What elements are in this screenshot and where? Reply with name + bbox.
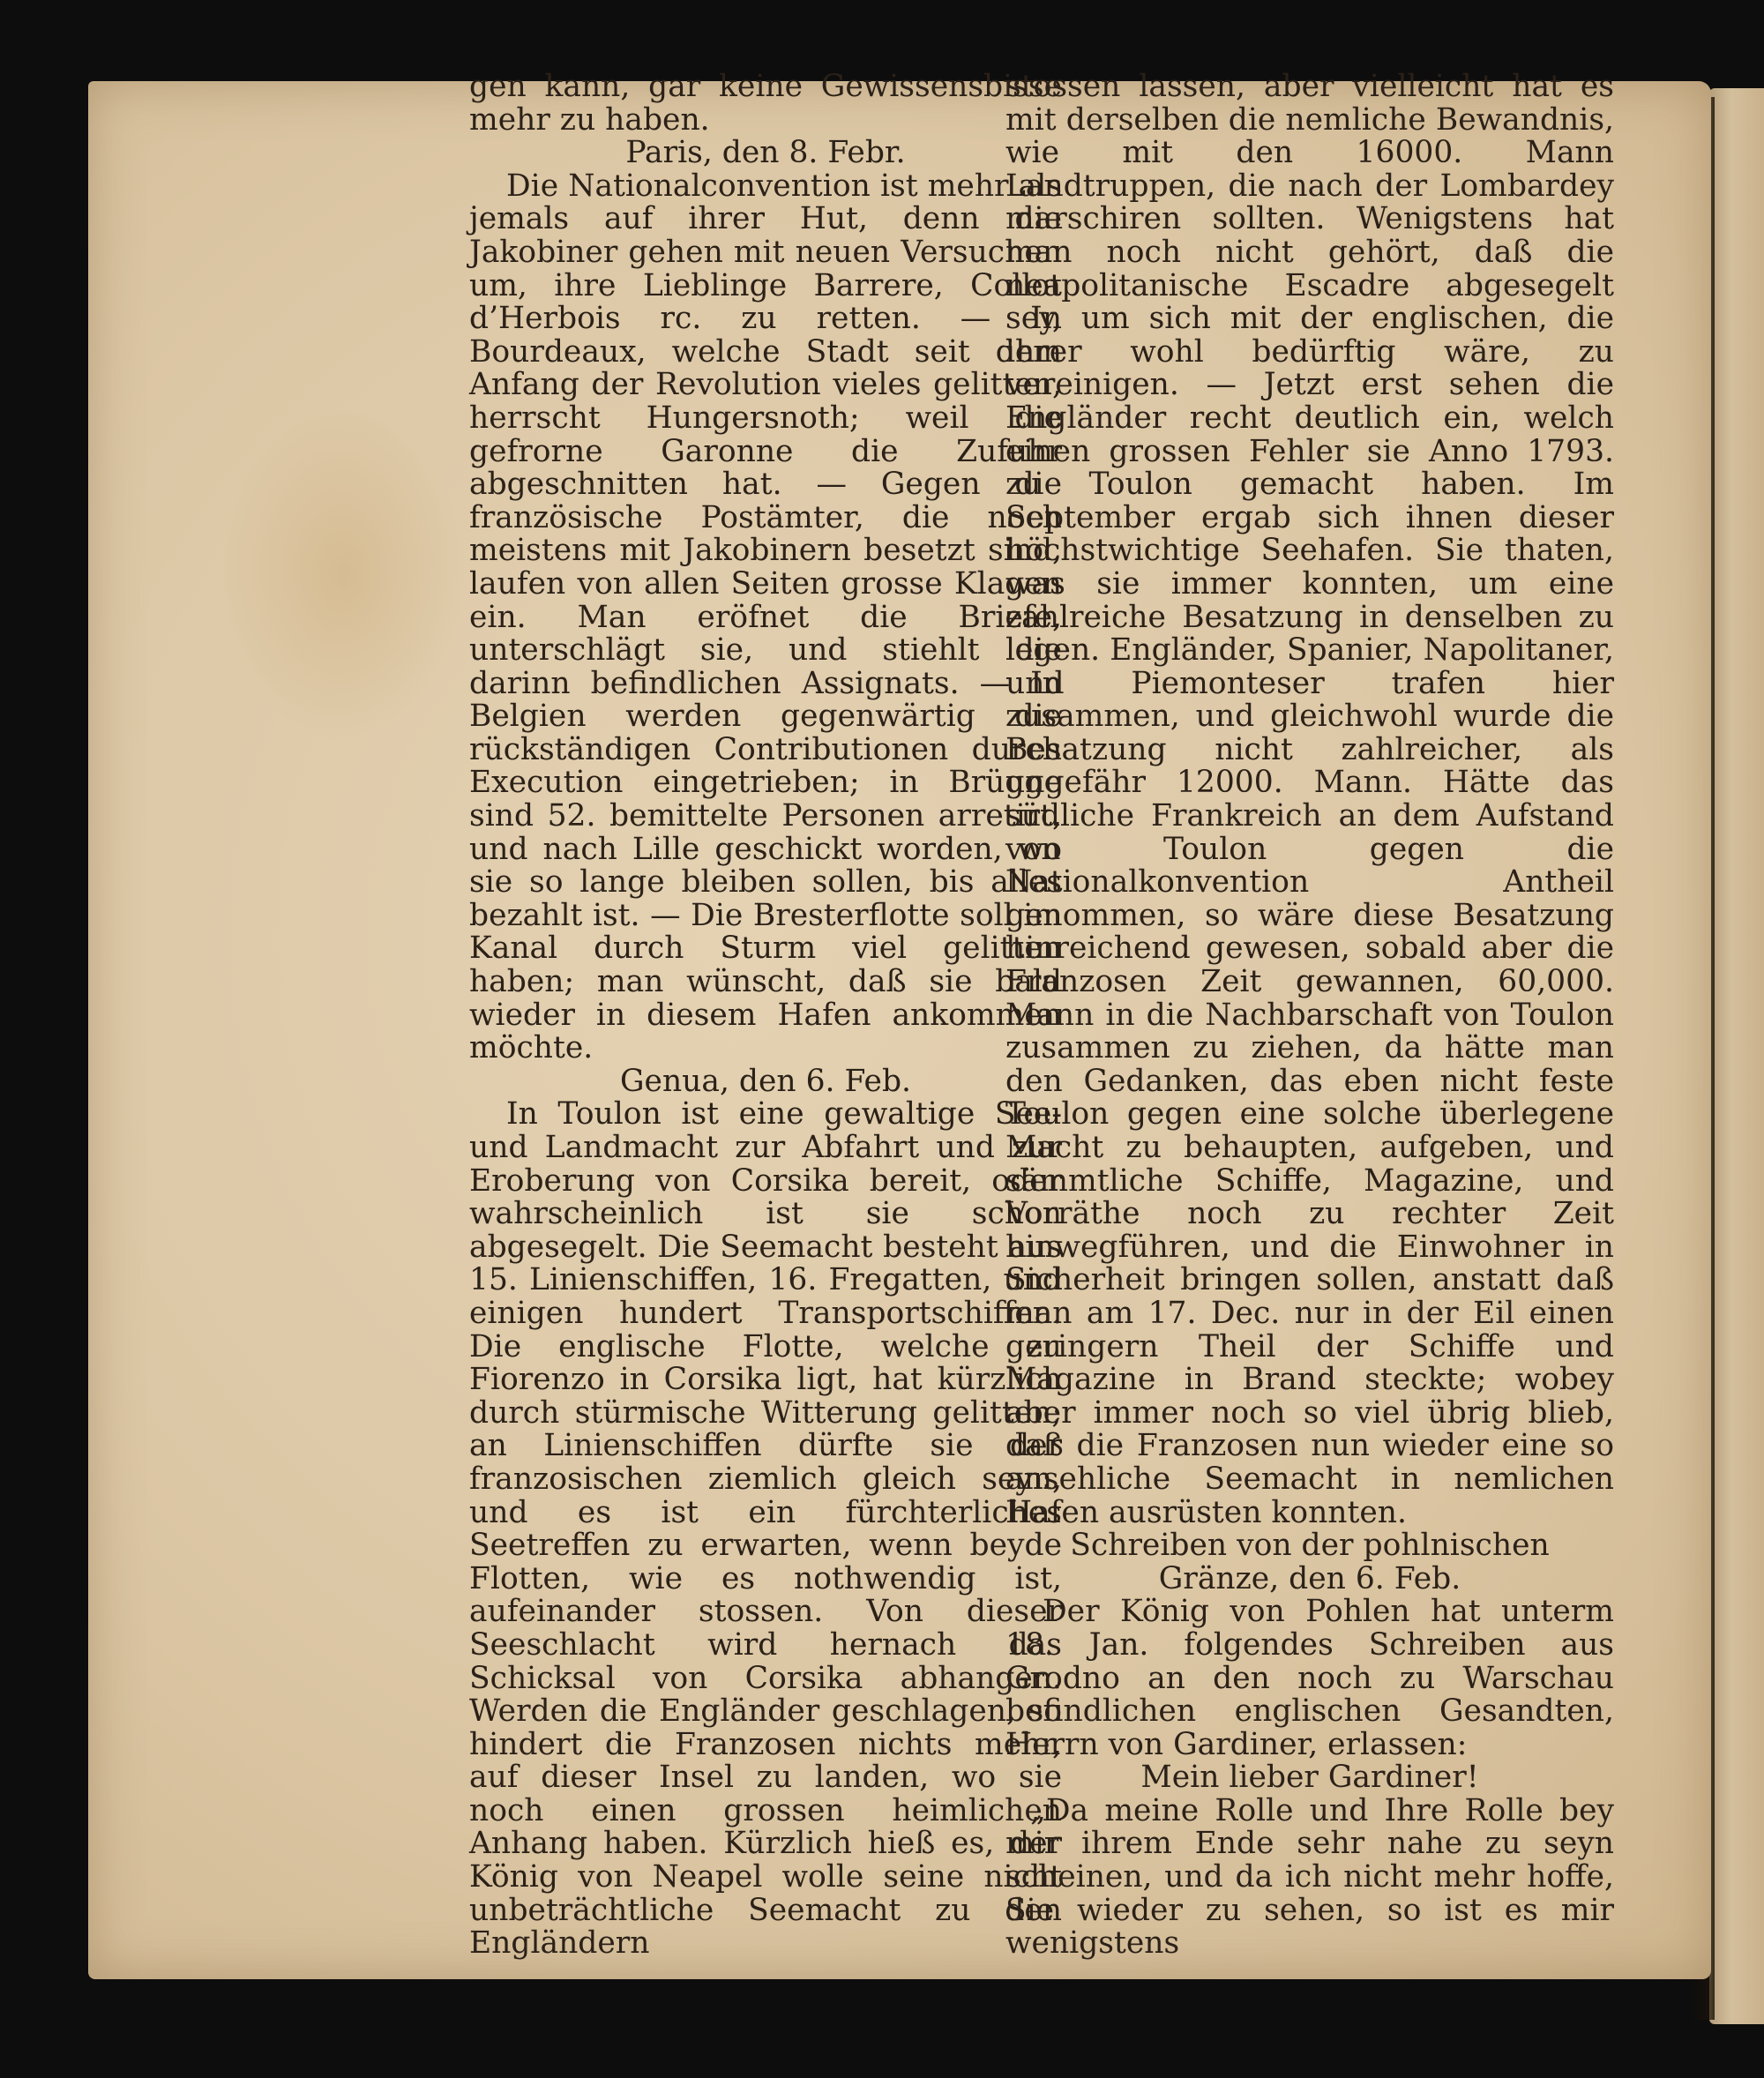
letter-text: „Da meine Rolle und Ihre Rolle bey mir ihrem Ende sehr nahe zu seyn scheinen, und da ich nicht mehr hoffe, Sie wieder zu sehen, so ist es mir wenigstens: [1005, 1792, 1614, 1962]
article-paris: Die Nationalconvention ist mehr als jemals auf ihrer Hut, denn die Jakobiner gehen mit neuen Versuchen um, ihre Lieblinge Barrere, Collot d’Herbois rc. zu retten. — In Bourdeaux, welche Stadt seit dem Anfang der Revolution vieles gelitten, herrscht Hungersnoth; weil die gefrorne Garonne die Zufuhr abgeschnitten hat. — Gegen die französische Postämter, die noch meistens mit Jakobinern besetzt sind, laufen von allen Seiten grosse Klagen ein. Man eröfnet die Briefe, unterschlägt sie, und stiehlt die darinn befindlichen Assignats. — In Belgien werden gegenwärtig die rückständigen Contributionen durch Execution eingetrieben; in Brügge sind 52. bemittelte Personen arretirt, und nach Lille geschickt worden, wo sie so lange bleiben sollen, bis alles bezahlt ist. — Die Bresterflotte soll im Kanal durch Sturm viel gelitten haben; man wünscht, daß sie bald wieder in diesem Hafen ankommen möchte.: [469, 168, 1062, 1066]
dateline-genua: Genua, den 6. Feb.: [619, 1063, 911, 1099]
next-page-edge: [1709, 88, 1764, 2024]
continuation-text: gen kann, gar keine Gewissensbisse mehr zu haben.: [469, 69, 1062, 138]
letter-salutation: Mein lieber Gardiner!: [1140, 1760, 1479, 1796]
dateline-polish-border: Schreiben von der pohlnischen Gränze, den 6. Feb.: [1070, 1528, 1550, 1596]
continuation-text-right: stossen lassen, aber vielleicht hat es mit derselben die nemliche Bewandnis, wie mit den 16000. Mann Landtruppen, die nach der Lombardey marschiren sollten. Wenigstens hat man noch nicht gehört, daß die neapolitanische Escadre abgesegelt sey, um sich mit der englischen, die ihrer wohl bedürftig wäre, zu vereinigen. — Jetzt erst sehen die Engländer recht deutlich ein, welch einen grossen Fehler sie Anno 1793. zu Toulon gemacht haben. Im September ergab sich ihnen dieser höchstwichtige Seehafen. Sie thaten, was sie immer konnten, um eine zahlreiche Besatzung in denselben zu legen. Engländer, Spanier, Napolitaner, und Piemonteser trafen hier zusammen, und gleichwohl wurde die Besatzung nicht zahlreicher, als ungefähr 12000. Mann. Hätte das südliche Frankreich an dem Aufstand von Toulon gegen die Nationalkonvention Antheil genommen, so wäre diese Besatzung hinreichend gewesen, sobald aber die Franzosen Zeit gewannen, 60,000. Mann in die Nachbarschaft von Toulon zusammen zu ziehen, da hätte man den Gedanken, das eben nicht feste Toulon gegen eine solche überlegene Macht zu behaupten, aufgeben, und sämmtliche Schiffe, Magazine, und Vorräthe noch zu rechter Zeit hinwegführen, und die Einwohner in Sicherheit bringen sollen, anstatt daß man am 17. Dec. nur in der Eil einen geringern Theil der Schiffe und Magazine in Brand steckte; wobey aber immer noch so viel übrig blieb, daß die Franzosen nun wieder eine so ansehliche Seemacht in nemlichen Hafen ausrüsten konnten.: [1005, 69, 1614, 1530]
article-polish-king: Der König von Pohlen hat unterm 18. Jan. folgendes Schreiben aus Grodno an den noch zu Warschau befindlichen englischen Gesandten, Herrn von Gardiner, erlassen:: [1005, 1594, 1614, 1762]
right-column: [1005, 71, 1614, 1961]
left-column: [469, 71, 1062, 1961]
article-genua: In Toulon ist eine gewaltige See- und Landmacht zur Abfahrt und zur Eroberung von Corsika bereit, oder wahrscheinlich ist sie schon abgesegelt. Die Seemacht besteht aus 15. Linienschiffen, 16. Fregatten, und einigen hundert Transportschiffen. Die englische Flotte, welche zu Fiorenzo in Corsika ligt, hat kürzlich durch stürmische Witterung gelitten; an Linienschiffen dürfte sie der franzosischen ziemlich gleich seyn, und es ist ein fürchterliches Seetreffen zu erwarten, wenn beyde Flotten, wie es nothwendig ist, aufeinander stossen. Von dieser Seeschlacht wird hernach das Schicksal von Corsika abhangen. Werden die Engländer geschlagen, so hindert die Franzosen nichts mehr, auf dieser Insel zu landen, wo sie noch einen grossen heimlichen Anhang haben. Kürzlich hieß es, der König von Neapel wolle seine nicht unbeträchtliche Seemacht zu den Engländern: [469, 1096, 1062, 1962]
dateline-paris: Paris, den 8. Febr.: [625, 135, 906, 171]
water-stain: [220, 407, 467, 743]
